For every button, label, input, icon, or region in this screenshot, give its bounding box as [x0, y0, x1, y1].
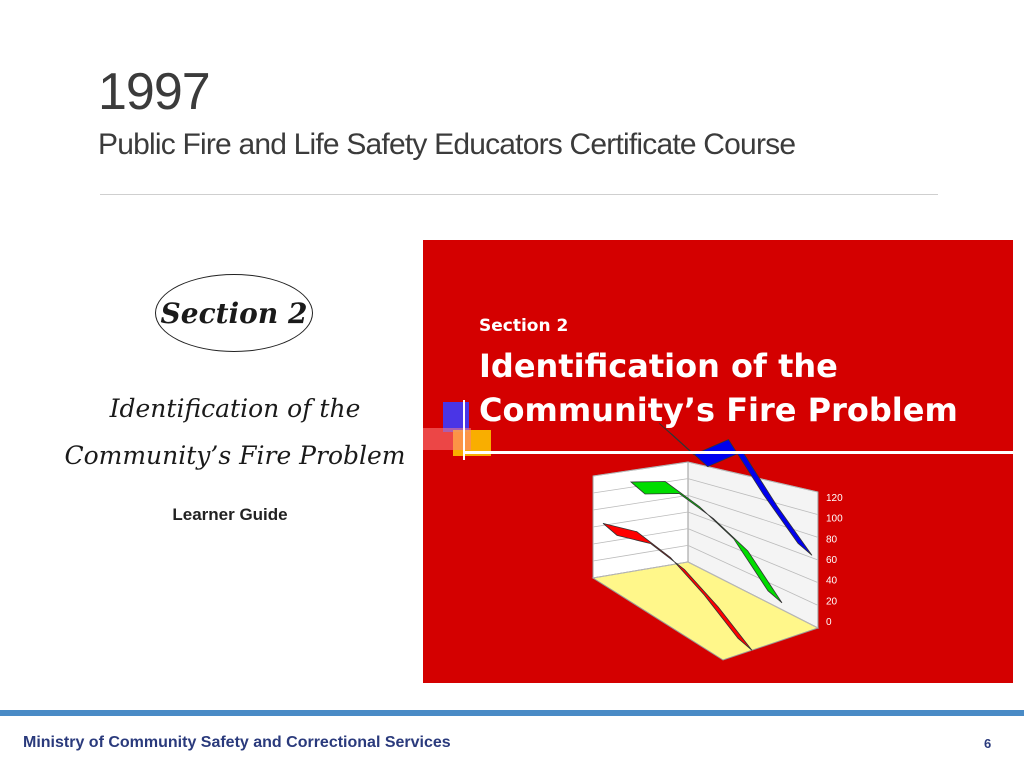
cover-horizontal-line: [463, 451, 1013, 454]
slide-year: 1997: [98, 63, 210, 121]
cover-chart: [423, 240, 1013, 683]
y-tick-label: 20: [826, 596, 838, 608]
red-cover-title-line1: Identification of the: [479, 347, 838, 385]
footer-organization: Ministry of Community Safety and Correctional Services: [23, 734, 451, 751]
y-tick-label: 40: [826, 575, 838, 587]
cover-title-line1: Identification of the: [109, 394, 361, 423]
y-tick-label: 80: [826, 534, 838, 546]
title-divider: [100, 194, 938, 195]
y-tick-label: 0: [826, 617, 832, 628]
section-badge-text: Section 2: [160, 296, 308, 330]
red-cover-image: [423, 240, 1013, 683]
red-cover-title-line2: Community’s Fire Problem: [479, 391, 958, 429]
blue-square: [443, 402, 469, 432]
y-tick-label: 60: [826, 555, 838, 566]
footer-accent-bar: [0, 710, 1024, 716]
red-cover-title: [479, 344, 1009, 432]
page-number: 6: [984, 736, 992, 751]
red-cover-section-label: Section 2: [479, 316, 569, 336]
learner-guide-label: Learner Guide: [172, 505, 288, 524]
chart-frame: [593, 462, 818, 660]
cover-title-line2: Community’s Fire Problem: [64, 441, 406, 470]
slide-title: Public Fire and Life Safety Educators Certificate Course: [98, 128, 796, 161]
y-tick-label: 100: [826, 513, 843, 525]
y-tick-label: 120: [826, 493, 843, 504]
